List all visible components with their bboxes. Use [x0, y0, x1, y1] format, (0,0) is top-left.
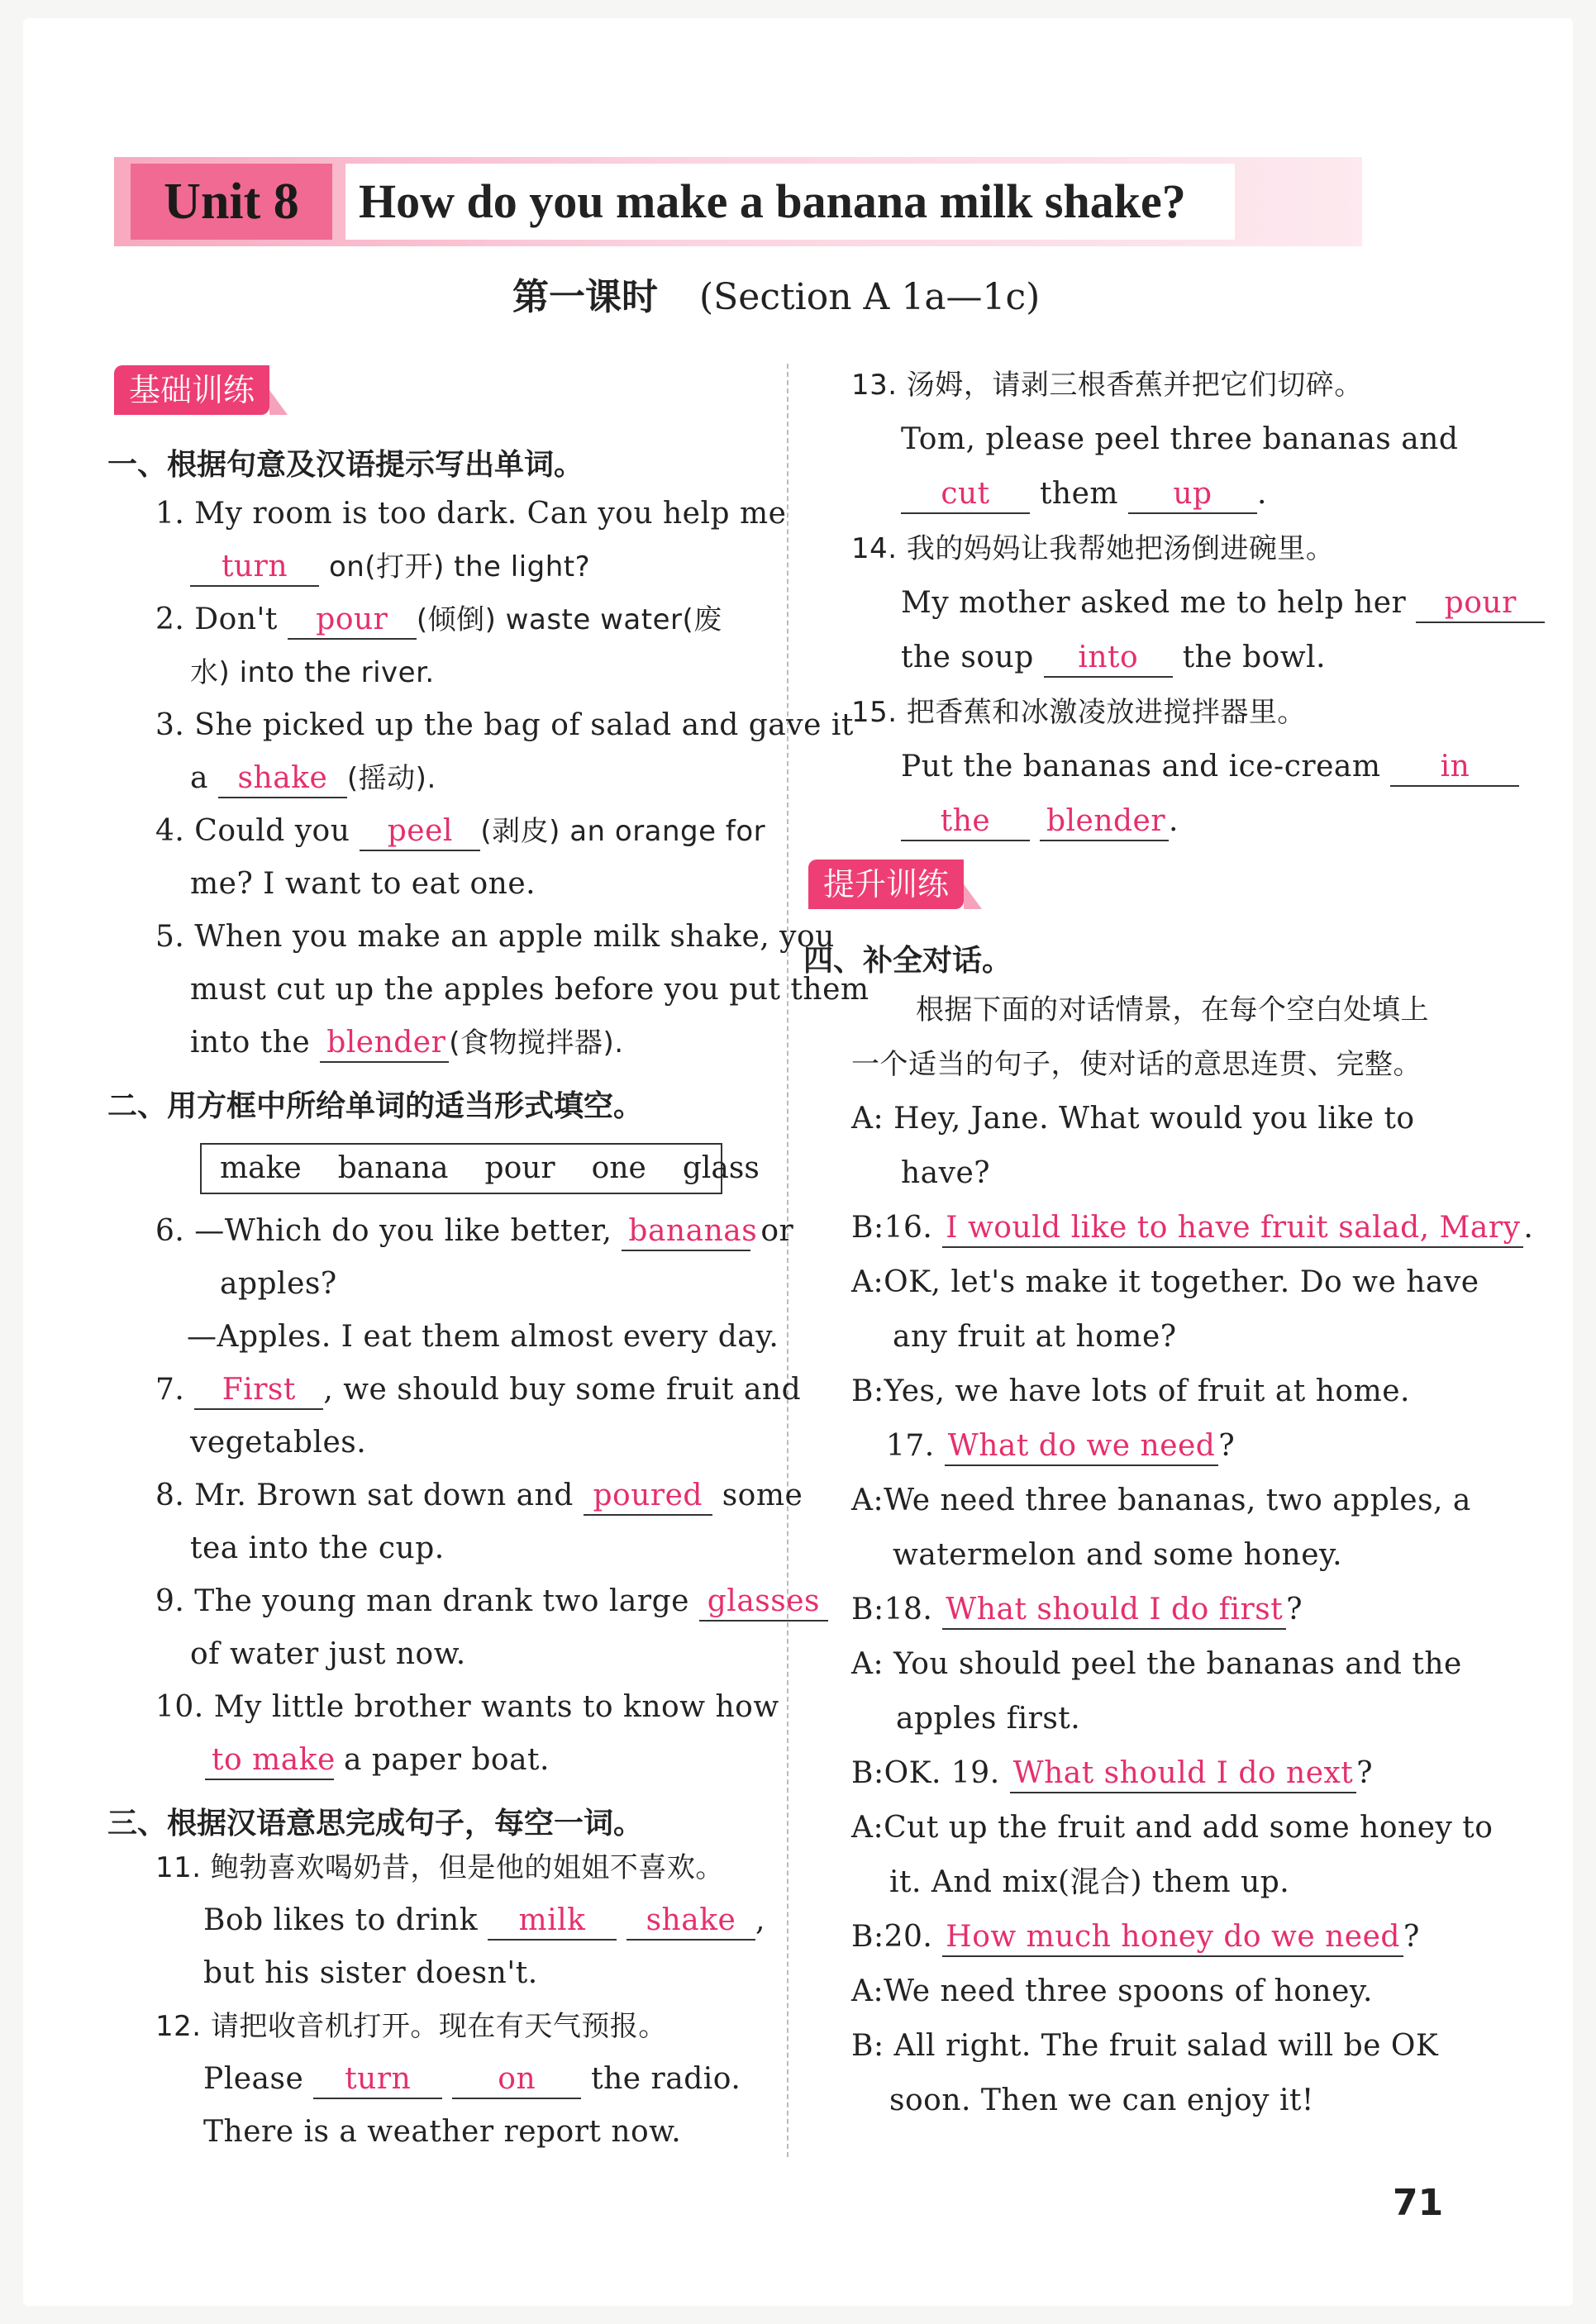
dialog-line-2-end: .: [1523, 1211, 1534, 1245]
question-15-period: .: [1168, 804, 1179, 838]
question-2-line2: 水) into the river.: [190, 656, 435, 689]
question-9-text: 9. The young man drank two large: [155, 1584, 689, 1618]
dialog-line-9: [851, 1752, 1373, 1795]
question-10-line2: [205, 1739, 550, 1782]
unit-title: How do you make a banana milk shake?: [345, 164, 1235, 240]
word-box: [200, 1143, 760, 1194]
answer-13a: cut: [901, 476, 1030, 514]
section-4-heading: 四、补全对话。: [803, 944, 1012, 978]
question-5-c: into the: [190, 1026, 311, 1060]
question-15-line2: [901, 745, 1519, 788]
tag-advanced-training: 提升训练: [808, 860, 964, 909]
lesson-section: (Section A 1a—1c): [699, 276, 1041, 318]
question-15-text: Put the bananas and ice-cream: [901, 750, 1381, 783]
dialog-line-10b: it. And mix(混合) them up.: [889, 1865, 1290, 1899]
question-2: [155, 598, 722, 641]
dialog-line-12: A:We need three spoons of honey.: [851, 1974, 1373, 2008]
lesson-name: 第一课时: [512, 276, 658, 318]
question-7: [155, 1369, 801, 1412]
unit-label: Unit 8: [131, 164, 332, 240]
question-6-line2: apples?: [220, 1267, 337, 1301]
answer-9: glasses: [699, 1583, 828, 1622]
question-8-some: some: [722, 1479, 803, 1512]
word-box-item: one: [591, 1151, 646, 1185]
question-5-rest: (食物搅拌器).: [449, 1026, 624, 1060]
question-13-line3: [901, 473, 1267, 516]
section-2-heading: 二、用方框中所给单词的适当形式填空。: [107, 1089, 644, 1123]
answer-15c: blender: [1040, 803, 1169, 841]
question-12-line2: [203, 2058, 741, 2101]
question-15-line3: [901, 800, 1179, 843]
answer-13b: up: [1128, 476, 1257, 514]
question-1: 1. My room is too dark. Can you help me: [155, 497, 787, 531]
answer-14a: pour: [1416, 585, 1545, 623]
answer-12b: on: [452, 2061, 581, 2099]
question-7-rest: , we should buy some fruit and: [323, 1373, 802, 1407]
dialog-line-5-label: 17.: [886, 1429, 935, 1463]
answer-11b: shake: [626, 1903, 755, 1941]
question-14-line3: [901, 636, 1326, 679]
dialog-line-2: [851, 1207, 1533, 1250]
answer-12a: turn: [313, 2061, 442, 2099]
dialog-line-3b: any fruit at home?: [893, 1320, 1177, 1354]
question-8-line2: tea into the cup.: [190, 1531, 445, 1565]
question-4: [155, 810, 765, 853]
question-12-line3: There is a weather report now.: [203, 2115, 682, 2149]
answer-15a: in: [1390, 749, 1519, 787]
word-box-item: glass: [682, 1151, 760, 1185]
answer-15b: the: [901, 803, 1030, 841]
question-12-text: Please: [203, 2062, 304, 2096]
dialog-line-9-label: B:OK. 19.: [851, 1756, 1000, 1790]
answer-1: turn: [190, 549, 319, 587]
page-number: 71: [1393, 2182, 1444, 2224]
question-11-text: Bob likes to drink: [203, 1903, 479, 1937]
question-2-text: 2. Don't: [155, 602, 278, 636]
dialog-intro-1: 根据下面的对话情景，在每个空白处填上: [916, 993, 1429, 1026]
question-11-comma: ,: [755, 1903, 765, 1937]
column-divider: [787, 364, 788, 2157]
tag-basic-training: 基础训练: [114, 365, 269, 415]
answer-3: shake: [218, 760, 347, 798]
question-2-rest: (倾倒) waste water(废: [416, 603, 722, 636]
dialog-line-7-end: ?: [1286, 1593, 1303, 1626]
dialog-intro-2: 一个适当的句子，使对话的意思连贯、完整。: [851, 1048, 1422, 1081]
question-4-line2: me? I want to eat one.: [190, 867, 536, 901]
question-14: 14. 我的妈妈让我帮她把汤倒进碗里。: [851, 532, 1335, 565]
question-4-text: 4. Could you: [155, 814, 350, 848]
dialog-line-5: [886, 1425, 1235, 1468]
question-14-soup: the soup: [901, 641, 1034, 674]
answer-17: What do we need: [945, 1428, 1219, 1466]
answer-7: First: [194, 1372, 323, 1410]
question-1-rest: on(打开) the light?: [328, 550, 591, 583]
dialog-line-6b: watermelon and some honey.: [893, 1538, 1343, 1572]
answer-5: blender: [320, 1025, 449, 1063]
question-7-line2: vegetables.: [190, 1426, 367, 1460]
answer-16: I would like to have fruit salad, Mary: [942, 1210, 1523, 1248]
answer-2: pour: [288, 602, 417, 640]
question-13-period: .: [1257, 477, 1267, 511]
question-3-a: a: [190, 761, 208, 795]
answer-6: bananas: [622, 1213, 750, 1251]
question-15: 15. 把香蕉和冰激凌放进搅拌器里。: [851, 696, 1306, 729]
question-7-num: 7.: [155, 1373, 185, 1407]
answer-11a: milk: [488, 1903, 617, 1941]
dialog-line-6: A:We need three bananas, two apples, a: [851, 1483, 1471, 1517]
word-box-item: pour: [484, 1151, 555, 1185]
question-5-line2: must cut up the apples before you put them: [190, 973, 869, 1007]
dialog-line-10: A:Cut up the fruit and add some honey to: [851, 1811, 1494, 1845]
answer-18: What should I do first: [942, 1592, 1286, 1630]
question-3: 3. She picked up the bag of salad and gave it: [155, 708, 854, 742]
dialog-line-8: A: You should peel the bananas and the: [851, 1647, 1462, 1681]
word-box-item: banana: [337, 1151, 449, 1185]
question-14-line2: [901, 582, 1545, 625]
question-3-line2: [190, 757, 436, 800]
question-11: 11. 鲍勃喜欢喝奶昔，但是他的姐姐不喜欢。: [155, 1851, 724, 1884]
question-5-line3: [190, 1022, 624, 1064]
question-10-rest: a paper boat.: [343, 1743, 550, 1777]
question-6-text: 6. —Which do you like better,: [155, 1214, 612, 1248]
question-6-reply: —Apples. I eat them almost every day.: [187, 1320, 779, 1354]
dialog-line-9-end: ?: [1356, 1756, 1374, 1790]
question-14-text: My mother asked me to help her: [901, 586, 1407, 620]
answer-20: How much honey do we need: [942, 1919, 1403, 1957]
dialog-line-8b: apples first.: [896, 1702, 1081, 1736]
question-12: 12. 请把收音机打开。现在有天气预报。: [155, 2010, 667, 2043]
dialog-line-2-label: B:16.: [851, 1211, 933, 1245]
dialog-line-1b: have?: [901, 1156, 991, 1190]
dialog-line-13: B: All right. The fruit salad will be OK: [851, 2029, 1439, 2063]
question-6-or: or: [760, 1214, 794, 1248]
question-8-text: 8. Mr. Brown sat down and: [155, 1479, 574, 1512]
word-box-item: make: [220, 1151, 302, 1185]
question-8: [155, 1474, 803, 1517]
question-13: 13. 汤姆，请剥三根香蕉并把它们切碎。: [851, 369, 1363, 402]
answer-14b: into: [1044, 640, 1173, 678]
question-10: 10. My little brother wants to know how: [155, 1690, 779, 1724]
answer-4: peel: [360, 813, 480, 851]
question-9: [155, 1580, 828, 1623]
section-3-heading: 三、根据汉语意思完成句子，每空一词。: [107, 1807, 644, 1841]
question-6: [155, 1210, 793, 1253]
lesson-title: [512, 273, 1040, 322]
question-5: 5. When you make an apple milk shake, you: [155, 920, 835, 954]
dialog-line-1: A: Hey, Jane. What would you like to: [851, 1102, 1415, 1136]
question-1-line2: [190, 545, 590, 588]
section-1-heading: 一、根据句意及汉语提示写出单词。: [107, 448, 584, 482]
dialog-line-11-label: B:20.: [851, 1920, 933, 1954]
answer-10: to make: [205, 1742, 334, 1780]
dialog-line-13b: soon. Then we can enjoy it!: [889, 2084, 1314, 2117]
dialog-line-5-end: ?: [1218, 1429, 1236, 1463]
question-13-line2: Tom, please peel three bananas and: [901, 422, 1459, 456]
answer-8: poured: [584, 1478, 712, 1516]
dialog-line-7-label: B:18.: [851, 1593, 933, 1626]
dialog-line-7: [851, 1588, 1303, 1631]
dialog-line-4: B:Yes, we have lots of fruit at home.: [851, 1374, 1410, 1408]
question-14-rest: the bowl.: [1182, 641, 1327, 674]
dialog-line-11-end: ?: [1403, 1920, 1420, 1954]
question-3-rest: (摇动).: [346, 762, 436, 795]
question-11-line2: [203, 1899, 765, 1942]
dialog-line-11: [851, 1916, 1420, 1959]
question-11-line3: but his sister doesn't.: [203, 1956, 538, 1990]
question-13-them: them: [1039, 477, 1119, 511]
question-9-line2: of water just now.: [190, 1637, 466, 1671]
question-4-rest: (剥皮) an orange for: [480, 815, 766, 848]
dialog-line-3: A:OK, let's make it together. Do we have: [851, 1265, 1479, 1299]
question-12-rest: the radio.: [591, 2062, 741, 2096]
answer-19: What should I do next: [1010, 1755, 1357, 1793]
